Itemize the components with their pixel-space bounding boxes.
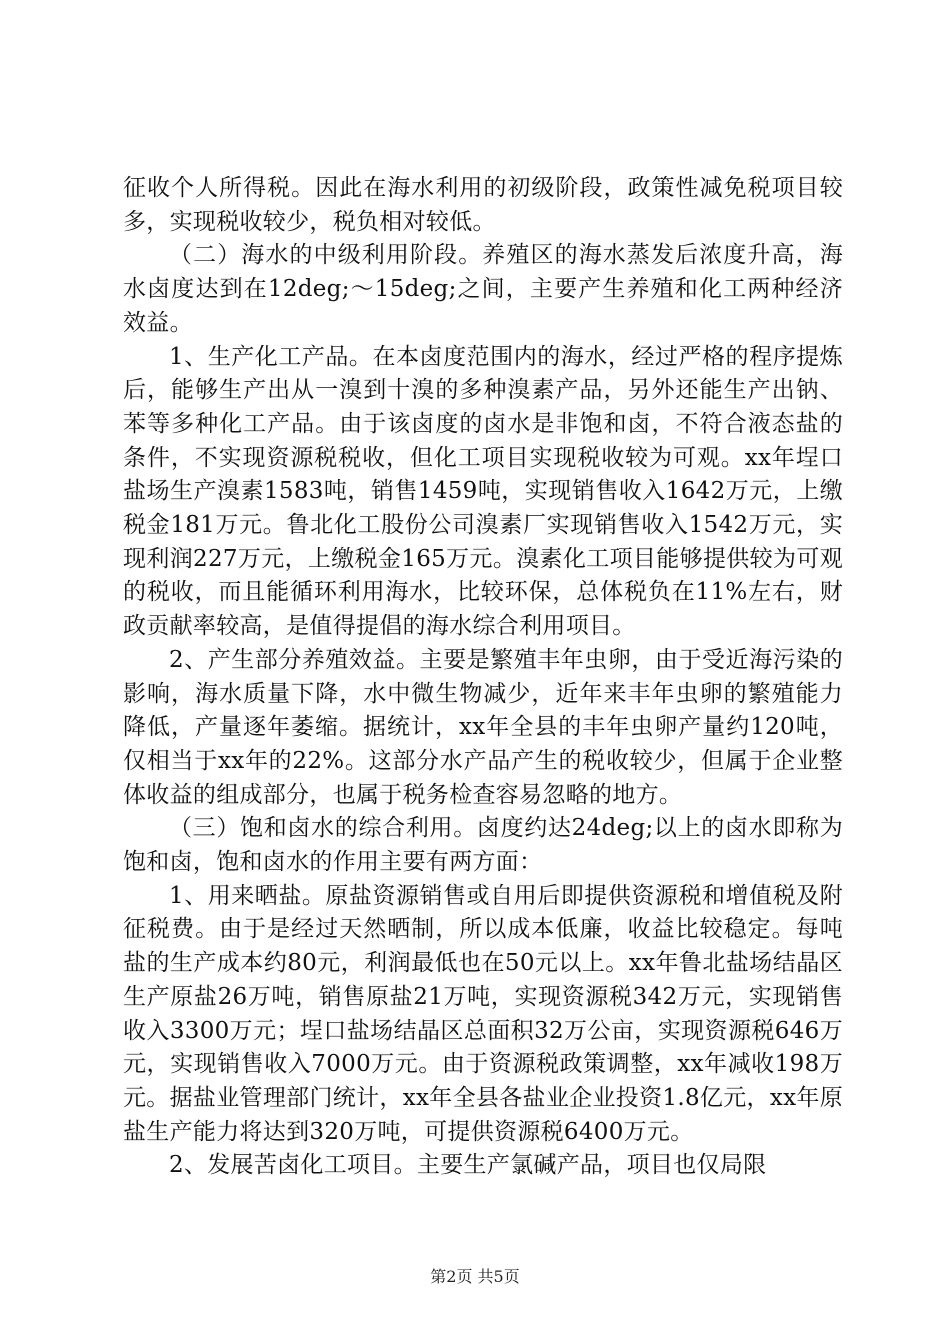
document-body (123, 172, 843, 1183)
paragraph-salt-drying: 1、用来晒盐。原盐资源销售或自用后即提供资源税和增值税及附征税费。由于是经过天然晒制，所以成本低廉，收益比较稳定。每吨盐的生产成本约80元，利润最低也在50元以上。xx年鲁北盐场结晶区生产原盐26万吨，销售原盐21万吨，实现资源税342万元，实现销售收入3300万元；埕口盐场结晶区总面积32万公亩，实现资源税646万元，实现销售收入7000万元。由于资源税政策调整，xx年减收198万元。据盐业管理部门统计，xx年全县各盐业企业投资1.8亿元，xx年原盐生产能力将达到320万吨，可提供资源税6400万元。 (123, 882, 843, 1145)
paragraph-section-two-heading: （二）海水的中级利用阶段。养殖区的海水蒸发后浓度升高，海水卤度达到在12deg;～15deg;之间，主要产生养殖和化工两种经济效益。 (123, 242, 843, 336)
paragraph-section-three-heading: （三）饱和卤水的综合利用。卤度约达24deg;以上的卤水即称为饱和卤，饱和卤水的作用主要有两方面： (123, 815, 843, 876)
paragraph-chemical-products: 1、生产化工产品。在本卤度范围内的海水，经过严格的程序提炼后，能够生产出从一溴到十溴的多种溴素产品，另外还能生产出钠、苯等多种化工产品。由于该卤度的卤水是非饱和卤，不符合液态盐的条件，不实现资源税税收，但化工项目实现税收较为可观。xx年埕口盐场生产溴素1583吨，销售1459吨，实现销售收入1642万元，上缴税金181万元。鲁北化工股份公司溴素厂实现销售收入1542万元，实现利润227万元，上缴税金165万元。溴素化工项目能够提供较为可观的税收，而且能循环利用海水，比较环保，总体税负在11%左右，财政贡献率较高，是值得提倡的海水综合利用项目。 (123, 343, 843, 640)
paragraph-continuation: 征收个人所得税。因此在海水利用的初级阶段，政策性减免税项目较多，实现税收较少，税负相对较低。 (123, 175, 843, 235)
paragraph-aquaculture-benefits: 2、产生部分养殖效益。主要是繁殖丰年虫卵，由于受近海污染的影响，海水质量下降，水中微生物减少，近年来丰年虫卵的繁殖能力降低，产量逐年萎缩。据统计，xx年全县的丰年虫卵产量约120吨，仅相当于xx年的22%。这部分水产品产生的税收较少，但属于企业整体收益的组成部分，也属于税务检查容易忽略的地方。 (123, 646, 843, 808)
paragraph-bittern-chemical: 2、发展苦卤化工项目。主要生产氯碱产品，项目也仅局限 (169, 1152, 767, 1179)
page-number-footer: 第2页 共5页 (430, 1267, 520, 1286)
